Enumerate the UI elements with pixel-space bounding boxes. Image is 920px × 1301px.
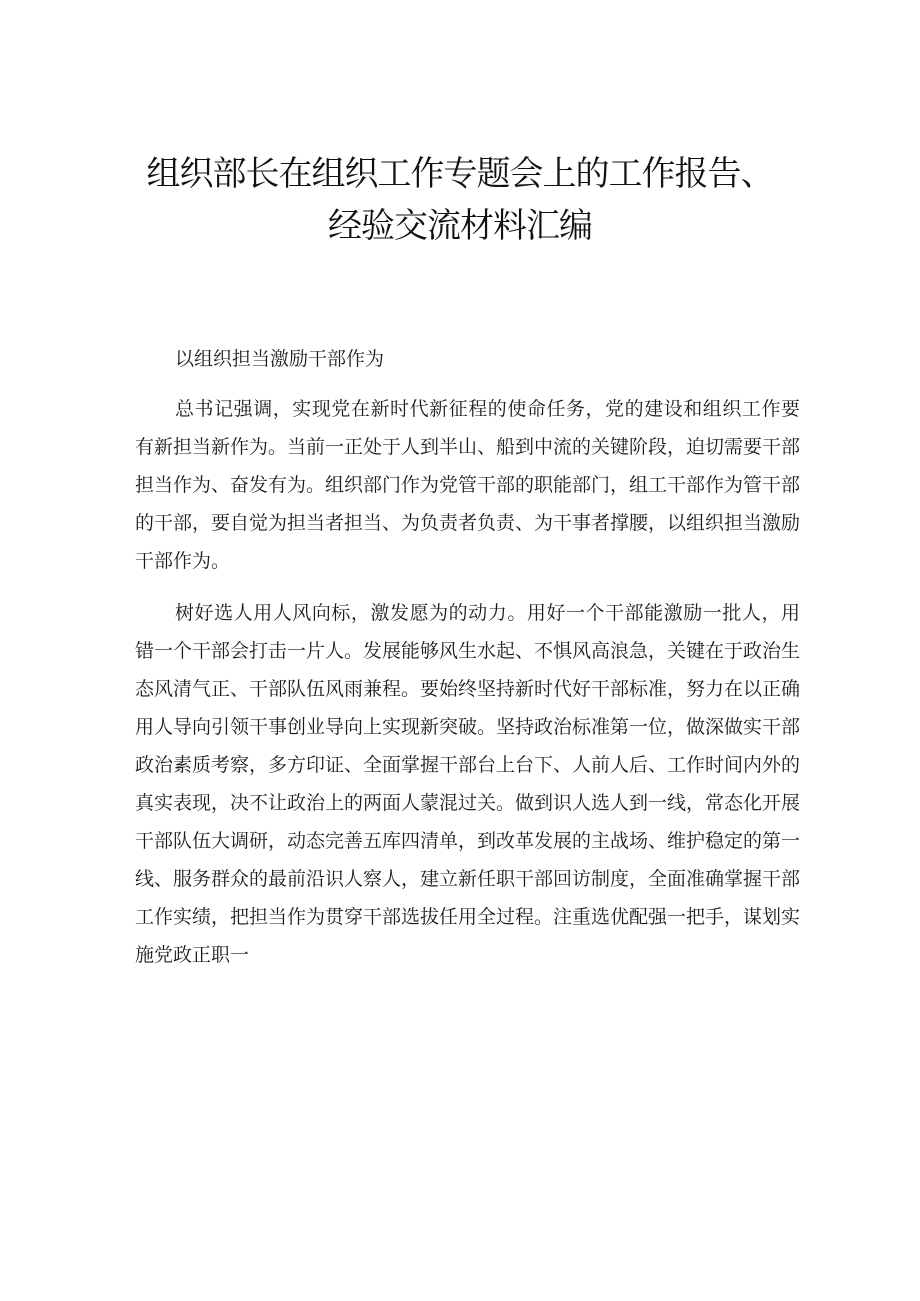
section-heading: 以组织担当激励干部作为 — [175, 348, 385, 370]
document-title — [100, 148, 820, 252]
paragraph-1: 总书记强调，实现党在新时代新征程的使命任务，党的建设和组织工作要有新担当新作为。当前一正处于人到半山、船到中流的关键阶段，迫切需要干部担当作为、奋发有为。组织部门作为党管干部的职能部门，组工干部作为管干部的干部，要自觉为担当者担当、为负责者负责、为干事者撑腰，以组织担当激励干部作为。 — [135, 398, 801, 572]
document-body — [135, 340, 800, 988]
title-line-2: 经验交流材料汇编 — [328, 206, 592, 246]
paragraph-2: 树好选人用人风向标，激发愿为的动力。用好一个干部能激励一批人，用错一个干部会打击一片人。发展能够风生水起、不惧风高浪急，关键在于政治生态风清气正、干部队伍风雨兼程。要始终坚持新时代好干部标准，努力在以正确用人导向引领干事创业导向上实现新突破。坚持政治标准第一位，做深做实干部政治素质考察，多方印证、全面掌握干部台上台下、人前人后、工作时间内外的真实表现，决不让政治上的两面人蒙混过关。做到识人选人到一线，常态化开展干部队伍大调研，动态完善五库四清单，到改革发展的主战场、维护稳定的第一线、服务群众的最前沿识人察人，建立新任职干部回访制度，全面准确掌握干部工作实绩，把担当作为贯穿干部选拔任用全过程。注重选优配强一把手，谋划实施党政正职一 — [135, 602, 801, 966]
title-line-1: 组织部长在组织工作专题会上的工作报告、 — [146, 154, 774, 194]
